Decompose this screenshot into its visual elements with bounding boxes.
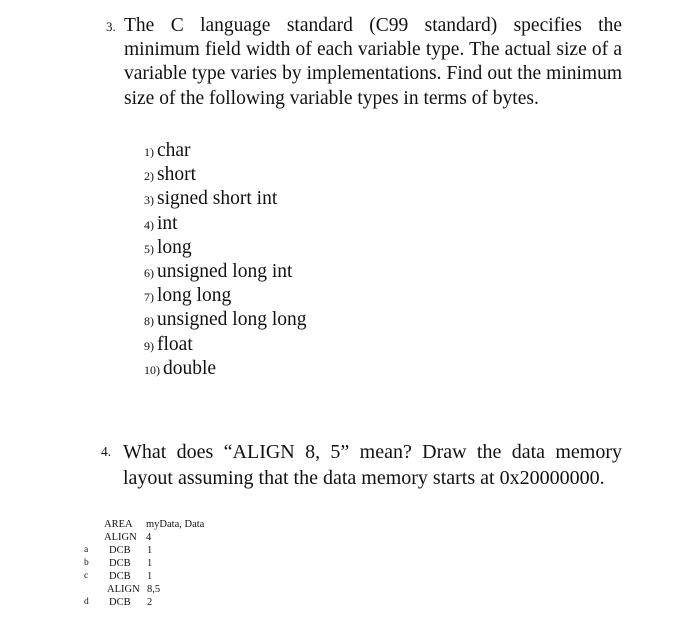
list-item-label: signed short int: [157, 188, 278, 210]
list-item-label: short: [157, 164, 196, 186]
list-item-number: 3): [144, 193, 154, 208]
question-3-number: 3.: [106, 19, 116, 34]
list-item-label: float: [157, 333, 193, 355]
code-line-instruction: ALIGN: [104, 532, 137, 543]
list-item-label: long long: [157, 285, 232, 307]
list-item: [144, 260, 307, 284]
list-item-label: long: [157, 236, 192, 258]
code-line-argument: 1: [147, 571, 153, 582]
code-line-instruction: DCB: [109, 558, 131, 569]
list-item-number: 4): [144, 217, 154, 232]
question-4-number: 4.: [101, 444, 112, 459]
question-4-text: What does “ALIGN 8, 5” mean? Draw the data memory layout assuming that the data memory starts at 0x20000000.: [123, 441, 622, 489]
code-line-label: c: [84, 571, 89, 581]
code-line-label: d: [84, 597, 89, 607]
code-line-argument: 1: [147, 545, 153, 556]
list-item-number: 8): [144, 314, 154, 329]
list-item: [144, 357, 307, 381]
code-line-label: a: [84, 545, 89, 555]
list-item-number: 6): [144, 265, 154, 280]
list-item-label: int: [157, 212, 178, 234]
list-item: [144, 212, 307, 236]
list-item: [144, 333, 307, 357]
code-line-instruction: ALIGN: [107, 584, 140, 595]
list-item-label: double: [163, 357, 217, 379]
code-line-instruction: DCB: [109, 545, 131, 556]
list-item-number: 5): [144, 241, 154, 256]
code-line-argument: 1: [147, 558, 153, 569]
list-item-number: 10): [144, 362, 160, 377]
code-line-instruction: DCB: [109, 597, 131, 608]
list-item: [144, 187, 307, 211]
question-3: [106, 14, 622, 379]
code-line-label: b: [84, 558, 89, 568]
code-line-argument: 8,5: [147, 584, 161, 595]
list-item-number: 7): [144, 290, 154, 305]
list-item: [144, 308, 307, 332]
list-item: [144, 139, 307, 163]
code-line-argument: myData, Data: [146, 519, 205, 530]
list-item-label: char: [157, 140, 191, 161]
list-item: [144, 284, 307, 308]
code-line-instruction: AREA: [104, 519, 133, 530]
list-item-number: 1): [144, 145, 154, 159]
list-item: [144, 163, 307, 187]
code-line-argument: 4: [146, 532, 152, 543]
question-4: [101, 440, 622, 491]
list-item-label: unsigned long int: [157, 260, 293, 282]
list-item-label: unsigned long long: [157, 309, 307, 331]
code-line-argument: 2: [147, 597, 153, 608]
list-item-number: 9): [144, 338, 154, 353]
list-item: [144, 236, 307, 260]
code-line-instruction: DCB: [109, 571, 131, 582]
question-3-text: The C language standard (C99 standard) specifies the minimum field width of each variable type. The actual size of a variable type varies by implementations. Find out the minimum size of the following variable types in terms of bytes.: [124, 15, 622, 109]
list-item-number: 2): [144, 169, 154, 184]
variable-type-list: [144, 139, 307, 381]
